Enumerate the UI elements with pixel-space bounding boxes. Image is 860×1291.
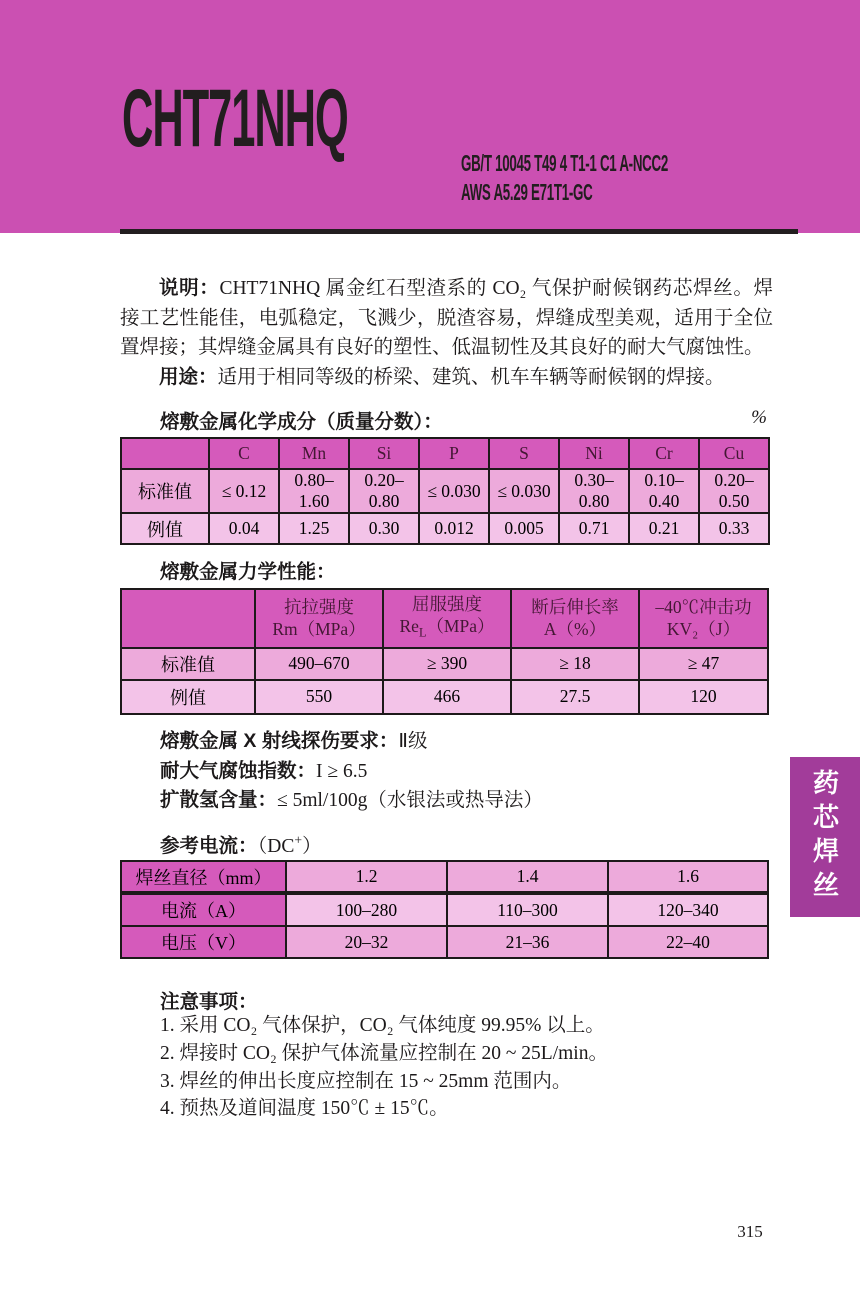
cell: 1.6 (608, 861, 768, 893)
cell: 0.10–0.40 (629, 469, 699, 513)
mech-heading-text: 熔敷金属力学性能： (160, 561, 336, 583)
cell: 0.04 (209, 513, 279, 544)
xray-value: Ⅱ级 (398, 731, 428, 752)
chem-section-heading (120, 406, 767, 434)
col-header (383, 589, 511, 648)
mechanical-properties-table (120, 588, 769, 715)
description-label: 说明： (159, 277, 220, 299)
cell: 27.5 (511, 680, 639, 714)
cell: 1.2 (286, 861, 447, 893)
description-paragraph (120, 274, 773, 363)
chemical-composition-table (120, 437, 770, 545)
col-header (511, 589, 639, 648)
header-band (0, 0, 860, 233)
table-row (121, 469, 769, 513)
cell: 120–340 (608, 893, 768, 926)
cell: ≤ 0.030 (489, 469, 559, 513)
cell: 0.005 (489, 513, 559, 544)
header-line2: Rm（MPa） (272, 619, 366, 640)
col-header (255, 589, 383, 648)
header-line1: 断后伸长率 (531, 597, 619, 618)
cell: 1.25 (279, 513, 349, 544)
corner-cell (121, 589, 255, 648)
row-label: 标准值 (121, 469, 209, 513)
cell: ≤ 0.12 (209, 469, 279, 513)
table-header-row (121, 589, 768, 648)
cell: ≥ 18 (511, 648, 639, 680)
table-row (121, 861, 768, 893)
header-line2: A（%） (543, 619, 607, 640)
note-item: 1. 采用 CO₂ 气体保护，CO₂ 气体纯度 99.95% 以上。 (160, 1015, 605, 1036)
cell: 0.30 (349, 513, 419, 544)
spec-lines (160, 727, 543, 816)
standard-gbt: GB/T 10045 T49 4 T1-1 C1 A-NCC2 (461, 150, 669, 176)
side-tab-flux-cored-wire (790, 757, 860, 917)
cell: 1.4 (447, 861, 608, 893)
cell: 0.20–0.80 (349, 469, 419, 513)
description-text: CHT71NHQ 属金红石型渣系的 CO₂ 气保护耐候钢药芯焊丝。焊接工艺性能佳，电弧稳定，飞溅少，脱渣容易，焊缝成型美观，适用于全位置焊接；其焊缝金属具有良好的塑性、低温韧性及其良好的耐大气腐蚀性。 (120, 278, 773, 358)
reference-current-value: （DC (257, 836, 295, 857)
side-tab-label: 药芯焊丝 (809, 769, 840, 905)
col-header: Cr (629, 438, 699, 469)
cell: 550 (255, 680, 383, 714)
hydrogen-value: ≤ 5ml/100g（水银法或热导法） (277, 790, 543, 811)
cell: 0.80–1.60 (279, 469, 349, 513)
col-header: P (419, 438, 489, 469)
standard-aws: AWS A5.29 E71T1-GC (461, 179, 593, 205)
note-item: 4. 预热及道间温度 150℃ ± 15℃。 (160, 1098, 449, 1120)
usage-label: 用途： (159, 365, 218, 388)
col-header: Ni (559, 438, 629, 469)
cell: 0.71 (559, 513, 629, 544)
col-header: S (489, 438, 559, 469)
cell: 0.012 (419, 513, 489, 544)
usage-text: 适用于相同等级的桥梁、建筑、机车车辆等耐候钢的焊接。 (217, 366, 725, 388)
cell: 490–670 (255, 648, 383, 680)
reference-current-table (120, 860, 769, 959)
row-label: 标准值 (121, 648, 255, 680)
cell: 100–280 (286, 893, 447, 926)
notes-title: 注意事项： (160, 991, 258, 1013)
chem-unit-label: % (751, 407, 767, 428)
header-line2: KV₂（J） (666, 619, 741, 640)
page-title: CHT71NHQ (122, 73, 348, 164)
col-header: Si (349, 438, 419, 469)
table-row (121, 893, 768, 926)
col-header: Cu (699, 438, 769, 469)
row-label: 焊丝直径（mm） (121, 861, 286, 893)
cell: 120 (639, 680, 768, 714)
reference-current-line: 参考电流：（DC+） (160, 832, 322, 857)
table-header-row (121, 438, 769, 469)
standards-block (461, 149, 668, 207)
table-row (121, 680, 768, 714)
page-number: 315 (737, 1222, 763, 1241)
usage-paragraph (120, 363, 773, 393)
cell: 20–32 (286, 926, 447, 958)
cell: 110–300 (447, 893, 608, 926)
corrosion-label: 耐大气腐蚀指数： (160, 759, 317, 782)
cell: 22–40 (608, 926, 768, 958)
row-label: 例值 (121, 680, 255, 714)
corrosion-value: I ≥ 6.5 (316, 760, 368, 782)
header-line1: 抗拉强度 (284, 597, 354, 618)
header-divider-rule (120, 229, 798, 234)
row-label: 电流（A） (121, 893, 286, 926)
corner-cell (121, 438, 209, 469)
reference-current-label: 参考电流： (160, 835, 258, 857)
header-line1: –40℃冲击功 (655, 597, 752, 618)
table-row (121, 513, 769, 544)
xray-label: 熔敷金属 X 射线探伤要求： (160, 730, 399, 752)
hydrogen-spec-line (160, 786, 543, 816)
hydrogen-label: 扩散氢含量： (160, 789, 278, 811)
xray-spec-line (160, 727, 543, 757)
col-header: Mn (279, 438, 349, 469)
row-label: 例值 (121, 513, 209, 544)
notes-list (160, 1012, 608, 1123)
header-line1: 屈服强度 (412, 594, 482, 614)
cell: 0.21 (629, 513, 699, 544)
cell: 0.33 (699, 513, 769, 544)
col-header (639, 589, 768, 648)
table-row (121, 926, 768, 958)
cell: 466 (383, 680, 511, 714)
corrosion-spec-line (160, 757, 543, 787)
chem-heading-text: 熔敷金属化学成分（质量分数）： (160, 411, 443, 433)
header-line2: $Re_L(MPa)$ (399, 616, 495, 640)
note-item: 3. 焊丝的伸出长度应控制在 15 ~ 25mm 范围内。 (160, 1070, 572, 1092)
col-header: C (209, 438, 279, 469)
cell: 0.20–0.50 (699, 469, 769, 513)
row-label: 电压（V） (121, 926, 286, 958)
cell: ≥ 390 (383, 648, 511, 680)
cell: 21–36 (447, 926, 608, 958)
cell: ≥ 47 (639, 648, 768, 680)
mech-section-heading (120, 556, 767, 584)
cell: 0.30–0.80 (559, 469, 629, 513)
description-block (120, 274, 773, 392)
cell: ≤ 0.030 (419, 469, 489, 513)
note-item: 2. 焊接时 CO₂ 保护气体流量应控制在 20 ~ 25L/min。 (160, 1042, 608, 1064)
table-row (121, 648, 768, 680)
